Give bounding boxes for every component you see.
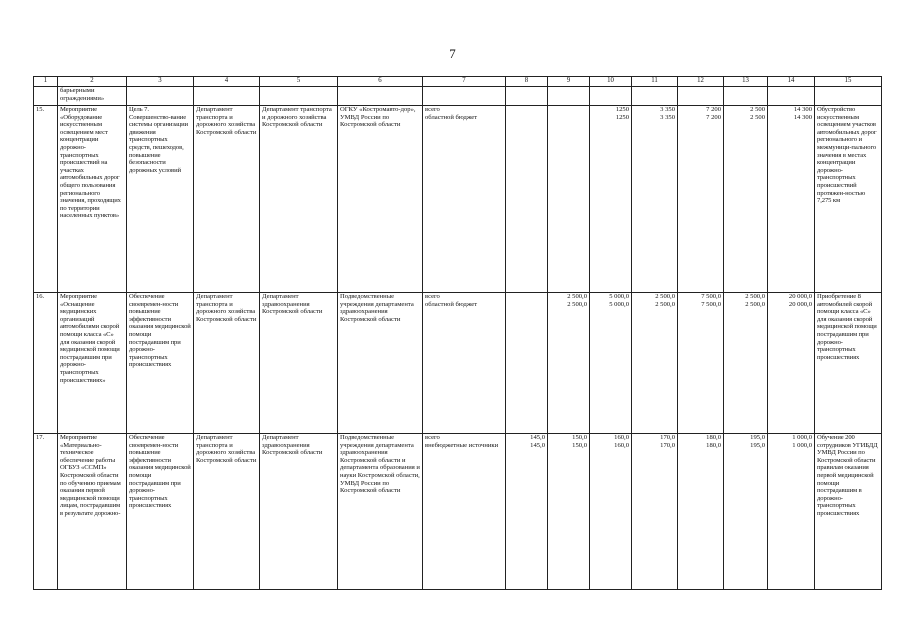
- cell-no: 16.: [34, 293, 58, 434]
- cell-c12: [678, 106, 724, 293]
- cell-c9: [548, 293, 590, 434]
- cell-c12: [678, 293, 724, 434]
- cell-value: [508, 114, 545, 122]
- cell-value: 20 000,0: [788, 301, 812, 308]
- cell-value: [508, 106, 545, 114]
- cell-goal: Цель 7. Совершенство-вание системы организации движения транспортных средств, пешеходов, повышение безопасности дорожных условий: [127, 106, 194, 293]
- cell-value: [508, 301, 545, 309]
- cell-value: 195,0: [750, 442, 765, 449]
- cell-value: 14 300: [793, 106, 812, 113]
- column-header: 14: [768, 77, 815, 87]
- cell-value: [508, 293, 545, 301]
- column-header: 10: [590, 77, 632, 87]
- column-header: 9: [548, 77, 590, 87]
- continuation-row: [34, 87, 882, 106]
- cell-value: всего: [425, 106, 440, 113]
- cell-result: Обучение 200 сотрудников УГИБДД УМВД России по Костромской области правилам оказания первой медицинской помощи пострадавшим в дорожно-транспортных происшествиях: [815, 434, 882, 590]
- cell-c9: [548, 106, 590, 293]
- cell-c14: [768, 293, 815, 434]
- cell-goal: Обеспечение своевремен-ности повышение эффективности оказания медицинской помощи пострадавшим при дорожно-транспортных происшествиях: [127, 434, 194, 590]
- column-header: 4: [194, 77, 260, 87]
- column-header: 8: [506, 77, 548, 87]
- cell-value: 2 500,0: [655, 293, 675, 300]
- cell-value: 170,0: [660, 442, 675, 449]
- cell-value: 2 500,0: [567, 293, 587, 300]
- cell-c13: [724, 293, 768, 434]
- cell-value: 20 000,0: [788, 293, 812, 300]
- cell-c14: [768, 434, 815, 590]
- cell-value: областной бюджет: [425, 301, 478, 308]
- cell-participant: Департамент здравоохранения Костромской области: [260, 434, 338, 590]
- column-header: 15: [815, 77, 882, 87]
- cell-value: 2 500,0: [745, 301, 765, 308]
- cell-value: 180,0: [706, 434, 721, 441]
- cell-result: Обустройство искусственным освещением участков автомобильных дорог регионального и межмуници-пального значения в местах концентрации дорожно-транспортных происшествий протяжен-ностью 7,275 км: [815, 106, 882, 293]
- cell-value: 2 500,0: [745, 293, 765, 300]
- cell-c8: [506, 434, 548, 590]
- cell-coordinator: Департамент транспорта и дорожного хозяйства Костромской области: [194, 434, 260, 590]
- cell-participant: Департамент здравоохранения Костромской области: [260, 293, 338, 434]
- cell-value: 3 350: [660, 106, 675, 113]
- column-header: 13: [724, 77, 768, 87]
- cell-c8: [506, 293, 548, 434]
- cell-executor: ОГКУ «Костромавто-дор», УМВД России по Костромской области: [338, 106, 423, 293]
- column-header: 2: [58, 77, 127, 87]
- column-header: 3: [127, 77, 194, 87]
- cell-coordinator: Департамент транспорта и дорожного хозяйства Костромской области: [194, 106, 260, 293]
- cell-value: внебюджетные источники: [425, 442, 499, 449]
- column-header: 12: [678, 77, 724, 87]
- cell-value: 160,0: [614, 442, 629, 449]
- column-header: 1: [34, 77, 58, 87]
- cell-value: 180,0: [706, 442, 721, 449]
- cell-value: областной бюджет: [425, 114, 478, 121]
- cell-value: 150,0: [572, 442, 587, 449]
- cell-value: 195,0: [750, 434, 765, 441]
- cell-c11: [632, 434, 678, 590]
- cell-c8: [506, 106, 548, 293]
- cell-value: 14 300: [793, 114, 812, 121]
- cell-value: 3 350: [660, 114, 675, 121]
- cell-coordinator: Департамент транспорта и дорожного хозяйства Костромской области: [194, 293, 260, 434]
- cell-value: [550, 106, 587, 114]
- cell-measure: Мероприятие «Оборудование искусственным освещением мест концентрации дорожно-транспортных происшествий на участках автомобильных дорог общего пользования регионального значения, проходящих по территории населенных пунктов»: [58, 106, 127, 293]
- column-header: 5: [260, 77, 338, 87]
- cell-measure: Мероприятие «Материально-техническое обеспечение работы ОГБУЗ «ССМП» Костромской области по обучению приемам оказания первой медицинской помощи лицам, пострадавшим в результате дорожно-: [58, 434, 127, 590]
- cell-value: [550, 114, 587, 122]
- cell-c10: [590, 434, 632, 590]
- cell-c9: [548, 434, 590, 590]
- cell-value: 2 500,0: [655, 301, 675, 308]
- cell-value: 2 500: [750, 114, 765, 121]
- cell-c13: [724, 434, 768, 590]
- cell-value: 7 200: [706, 106, 721, 113]
- cell-value: 170,0: [660, 434, 675, 441]
- table-row: [34, 106, 882, 293]
- cell-c10: [590, 106, 632, 293]
- cell-goal: Обеспечение своевремен-ности повышение эффективности оказания медицинской помощи пострадавшим при дорожно-транспортных происшествиях: [127, 293, 194, 434]
- table-row: [34, 434, 882, 590]
- cell-value: 150,0: [572, 434, 587, 441]
- cell-value: 145,0: [530, 434, 545, 441]
- cell-c11: [632, 293, 678, 434]
- continuation-text: барьерными ограждениями»: [58, 87, 127, 106]
- cell-value: 160,0: [614, 434, 629, 441]
- cell-c11: [632, 106, 678, 293]
- cell-value: 7 500,0: [701, 301, 721, 308]
- cell-no: 17.: [34, 434, 58, 590]
- cell-value: 145,0: [530, 442, 545, 449]
- table-row: [34, 293, 882, 434]
- cell-value: 1 000,0: [792, 442, 812, 449]
- cell-c13: [724, 106, 768, 293]
- cell-value: 2 500,0: [567, 301, 587, 308]
- cell-sources: [423, 293, 506, 434]
- cell-measure: Мероприятие «Оснащение медицинских организаций автомобилями скорой помощи класса «С» для оказания скорой медицинской помощи пострадавшим при дорожно-транспортных происшествиях»: [58, 293, 127, 434]
- cell-c14: [768, 106, 815, 293]
- cell-value: 7 200: [706, 114, 721, 121]
- cell-value: 7 500,0: [701, 293, 721, 300]
- cell-value: 5 000,0: [609, 293, 629, 300]
- cell-value: 1 000,0: [792, 434, 812, 441]
- cell-c12: [678, 434, 724, 590]
- cell-sources: [423, 106, 506, 293]
- cell-value: 1250: [615, 114, 629, 121]
- cell-participant: Департамент транспорта и дорожного хозяйства Костромской области: [260, 106, 338, 293]
- program-table: [33, 76, 882, 590]
- cell-sources: [423, 434, 506, 590]
- cell-value: 2 500: [750, 106, 765, 113]
- header-row: [34, 77, 882, 87]
- column-header: 6: [338, 77, 423, 87]
- column-header: 7: [423, 77, 506, 87]
- cell-value: всего: [425, 434, 440, 441]
- cell-result: Приобретение 8 автомобилей скорой помощи класса «С» для оказания скорой медицинской помощи пострадавшим при дорожно-транспортных происшествиях: [815, 293, 882, 434]
- cell-executor: Подведомственные учреждения департамента здравоохранения Костромской области: [338, 293, 423, 434]
- cell-executor: Подведомственные учреждения департамента здравоохранения Костромской области и департамента образования и науки Костромской области, УМВД России по Костромской области: [338, 434, 423, 590]
- page-number: 7: [449, 46, 456, 61]
- cell-value: 1250: [615, 106, 629, 113]
- column-header: 11: [632, 77, 678, 87]
- cell-value: всего: [425, 293, 440, 300]
- cell-value: 5 000,0: [609, 301, 629, 308]
- cell-no: 15.: [34, 106, 58, 293]
- cell-c10: [590, 293, 632, 434]
